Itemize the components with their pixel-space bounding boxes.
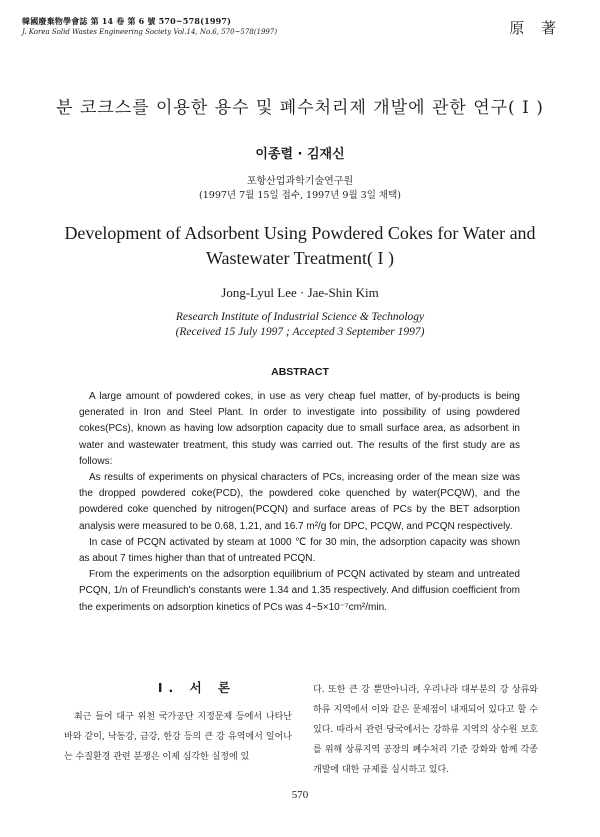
journal-name-english: J. Korea Solid Wastes Engineering Society Vol.14, No.6, 570~578(1997): [22, 28, 278, 36]
intro-right-column: 다. 또한 큰 강 뿐만아니라, 우리나라 대부분의 강 상류와 하류 지역에서 이와 같은 문제점이 내재되어 있다고 할 수 있다. 따라서 관련 당국에서는 강하류 지역의 상수원 보호를 위해 상류지역 공장의 폐수처리 기준 강화와 함께 각종 개발에 대한 규제를 실시하고 있다.: [313, 685, 538, 775]
journal-header: [22, 16, 322, 37]
abstract-body: [79, 389, 520, 616]
english-dates: (Received 15 July 1997 ; Accepted 3 September 1997): [175, 326, 425, 338]
abstract-paragraph: As results of experiments on physical characters of PCs, increasing order of the mean size was the dropped powdered coke(PCD), the powdered coke quenched by water(PCQW), and the powdered coke quenched by nitrogen(PCQN) and surface areas of PCs by the BET adsorption analysis were measured to be 0.68, 1.21, and 16.7 m²/g for DPC, PCQW, and PCQN respectively.: [79, 472, 520, 532]
article-category: 原 著: [509, 19, 562, 37]
intro-left-column: 최근 들어 대구 위천 국가공단 지정문제 등에서 나타난 바와 같이, 낙동강, 금강, 한강 등의 큰 강 유역에서 일어나는 수질환경 관련 분쟁은 이제 심각한 실정에 있: [64, 712, 292, 762]
abstract-paragraph: A large amount of powdered cokes, in use as very cheap fuel matter, of by-products is being generated in Iron and Steel Plant. In order to investigate into possibility of using powdered cokes(PCs), known as having low adsorption capacity due to small surface area, as adsorbent in water and wastewater treatment, this study was carried out. The results of the first study are as follows:: [79, 391, 520, 467]
abstract-heading: ABSTRACT: [271, 366, 329, 378]
english-title: [40, 221, 560, 271]
english-affiliation-block: [0, 310, 600, 340]
abstract-paragraph: In case of PCQN activated by steam at 1000 ℃ for 30 min, the adsorption capacity was shown as about 7 times higher than that of untreated PCQN.: [79, 536, 520, 565]
korean-dates: (1997년 7월 15일 접수, 1997년 9월 3일 채택): [199, 190, 401, 201]
english-title-line1: Development of Adsorbent Using Powdered Cokes for Water and: [64, 223, 536, 243]
english-title-line2: Wastewater Treatment( I ): [206, 248, 394, 268]
abstract-paragraph: From the experiments on the adsorption equilibrium of PCQN activated by steam and untreated PCQN, 1/n of Freundlich's constants were 1.34 and 1.35 respectively. And diffusion coefficient from the experiments on adsorption kinetics of PCs was 4~5×10⁻⁷cm²/min.: [79, 569, 520, 613]
korean-affiliation: 포항산업과학기술연구원: [246, 176, 354, 187]
english-affiliation: Research Institute of Industrial Science & Technology: [175, 311, 425, 323]
korean-title: 분 코크스를 이용한 용수 및 폐수처리제 개발에 관한 연구( I ): [56, 98, 544, 118]
journal-name-korean: 韓國廢棄物學會誌 第 14 卷 第 6 號 570~578(1997): [22, 16, 232, 26]
korean-authors: 이종렬 · 김재신: [255, 147, 345, 162]
section-heading-introduction: I. 서 론: [157, 680, 237, 695]
page-number: 570: [291, 789, 309, 801]
english-authors: Jong-Lyul Lee · Jae-Shin Kim: [221, 285, 379, 300]
